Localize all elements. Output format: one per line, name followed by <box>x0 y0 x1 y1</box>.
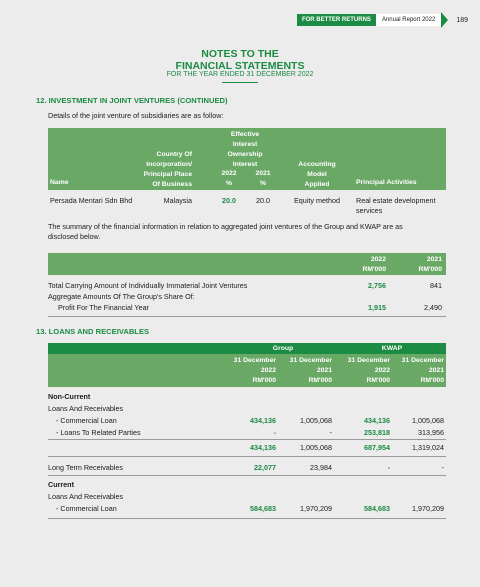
title-rule <box>222 82 258 83</box>
col-acc-l3: Applied <box>304 181 330 188</box>
row-label: - Commercial Loan <box>56 504 117 513</box>
page-header <box>297 12 468 28</box>
col-group: Group <box>272 345 294 352</box>
subtotal-bottom-rule <box>48 456 446 457</box>
col-country-l1: Country Of <box>156 151 192 158</box>
loans-header-groups <box>48 343 446 354</box>
col-2021: 2021 <box>255 170 271 177</box>
value-2022: 2,756 <box>368 281 386 290</box>
jv-interest-2021: 20.0 <box>256 196 270 205</box>
jv-accounting-model: Equity method <box>294 196 340 205</box>
summary-table-body <box>48 281 446 314</box>
col-effective-interest <box>210 130 280 170</box>
section-12-heading: 12. INVESTMENT IN JOINT VENTURES (CONTINUED) <box>36 96 228 105</box>
kwap-2022: 253,818 <box>364 428 390 437</box>
kwap-2021: 313,956 <box>418 428 444 437</box>
col-unit: RM'000 <box>366 377 390 384</box>
kwap-2022: 584,683 <box>364 504 390 513</box>
col-group-2022 <box>218 356 276 386</box>
subtotal-top-rule <box>48 439 446 440</box>
summary-line1: The summary of the financial information in relation to aggregated joint ventures of the Group and KWAP are as <box>48 222 403 231</box>
current-label: Current <box>48 480 74 489</box>
jv-activity-line2: services <box>356 206 383 215</box>
col-2021-year: 2021 <box>426 256 442 263</box>
col-kwap-2022 <box>332 356 390 386</box>
header-arrow-icon <box>441 12 448 28</box>
header-report: Annual Report 2022 <box>376 14 441 26</box>
group-2022: 22,077 <box>254 463 276 472</box>
summary-row-profit <box>48 303 446 314</box>
section-13-heading: 13. LOANS AND RECEIVABLES <box>36 327 150 336</box>
col-2021-pct: % <box>259 180 267 187</box>
col-2022-rm <box>362 255 386 275</box>
col-unit: RM'000 <box>308 377 332 384</box>
group-2022: 434,136 <box>250 416 276 425</box>
col-year: 2021 <box>428 367 444 374</box>
row-commercial-loan-current <box>48 504 446 516</box>
row-label: Total Carrying Amount of Individually Immaterial Joint Ventures <box>48 281 248 290</box>
col-2022-pct: % <box>225 180 233 187</box>
col-2021-unit: RM'000 <box>418 266 442 273</box>
row-label: Aggregate Amounts Of The Group's Share Of: <box>48 292 195 301</box>
summary-line2: disclosed below. <box>48 232 101 241</box>
kwap-2021: 1,319,024 <box>412 443 444 452</box>
col-dec: 31 December <box>233 357 276 364</box>
jv-activity-line1: Real estate development <box>356 196 436 205</box>
col-kwap: KWAP <box>381 345 403 352</box>
loans-receivables-label: Loans And Receivables <box>48 404 124 413</box>
col-acc-l2: Model <box>307 171 327 178</box>
row-label: Long Term Receivables <box>48 463 123 472</box>
title-line1: NOTES TO THE <box>201 48 279 60</box>
col-principal-activities: Principal Activities <box>356 179 417 186</box>
col-eff-l4: Interest <box>232 161 258 168</box>
kwap-2022: 434,136 <box>364 416 390 425</box>
row-commercial-loan <box>48 416 446 428</box>
jv-table-header <box>48 128 446 190</box>
kwap-2021: - <box>441 463 444 472</box>
group-2021: 1,005,068 <box>300 416 332 425</box>
loans-header-cols <box>48 354 446 387</box>
col-unit: RM'000 <box>420 377 444 384</box>
col-eff-l1: Effective <box>230 131 260 138</box>
col-2022-year: 2022 <box>370 256 386 263</box>
row-subtotal <box>48 443 446 455</box>
group-2021: 1,005,068 <box>300 443 332 452</box>
col-eff-l3: Ownership <box>227 151 263 158</box>
group-2021: 1,970,209 <box>300 504 332 513</box>
jv-table-row <box>48 196 446 218</box>
loans-table-body <box>48 392 446 440</box>
page-number: 189 <box>456 16 468 24</box>
kwap-2021: 1,970,209 <box>412 504 444 513</box>
col-2022: 2022 <box>221 170 237 177</box>
col-country-l3: Principal Place <box>143 171 192 178</box>
group-2022: - <box>273 428 276 437</box>
row-label: - Loans To Related Parties <box>56 428 141 437</box>
header-tag: FOR BETTER RETURNS <box>297 14 376 26</box>
col-kwap-2021 <box>390 356 444 386</box>
section-12-summary <box>48 222 448 242</box>
col-group-2021 <box>276 356 332 386</box>
kwap-2022: 687,954 <box>364 443 390 452</box>
col-year: 2022 <box>374 367 390 374</box>
group-2021: - <box>329 428 332 437</box>
kwap-2022: - <box>387 463 390 472</box>
col-country <box>132 150 192 190</box>
summary-row-carrying <box>48 281 446 292</box>
page-title <box>0 48 480 72</box>
col-eff-l2: Interest <box>232 141 258 148</box>
col-acc-l1: Accounting <box>298 161 336 168</box>
kwap-2021: 1,005,068 <box>412 416 444 425</box>
col-year: 2022 <box>260 367 276 374</box>
ltr-bottom-rule <box>48 475 446 476</box>
jv-interest-2022: 20.0 <box>222 196 236 205</box>
current-section <box>48 480 446 516</box>
value-2022: 1,915 <box>368 303 386 312</box>
col-country-l4: Of Business <box>152 181 192 188</box>
summary-row-aggregate <box>48 292 446 303</box>
row-long-term-receivables <box>48 463 446 475</box>
value-2021: 841 <box>430 281 442 290</box>
row-label: Profit For The Financial Year <box>58 303 149 312</box>
group-2022: 584,683 <box>250 504 276 513</box>
col-unit: RM'000 <box>252 377 276 384</box>
noncurrent-label: Non-Current <box>48 392 91 401</box>
col-accounting-model <box>286 160 348 190</box>
value-2021: 2,490 <box>424 303 442 312</box>
summary-table-header <box>48 253 446 275</box>
jv-name: Persada Mentari Sdn Bhd <box>50 196 133 205</box>
loans-receivables-label: Loans And Receivables <box>48 492 124 501</box>
jv-country: Malaysia <box>163 196 192 205</box>
col-country-l2: Incorporation/ <box>146 161 192 168</box>
page-subtitle: FOR THE YEAR ENDED 31 DECEMBER 2022 <box>166 71 314 78</box>
section-12-intro: Details of the joint venture of subsidiaries are as follow: <box>48 111 224 120</box>
col-2022-unit: RM'000 <box>362 266 386 273</box>
current-bottom-rule <box>48 518 446 519</box>
row-label: - Commercial Loan <box>56 416 117 425</box>
title-line2: FINANCIAL STATEMENTS <box>175 60 305 72</box>
col-dec: 31 December <box>401 357 444 364</box>
col-2021-rm <box>418 255 442 275</box>
col-dec: 31 December <box>289 357 332 364</box>
summary-table-bottom-rule <box>48 316 446 317</box>
group-2022: 434,136 <box>250 443 276 452</box>
col-year: 2021 <box>316 367 332 374</box>
col-dec: 31 December <box>347 357 390 364</box>
col-name: Name <box>50 179 69 186</box>
group-2021: 23,984 <box>310 463 332 472</box>
